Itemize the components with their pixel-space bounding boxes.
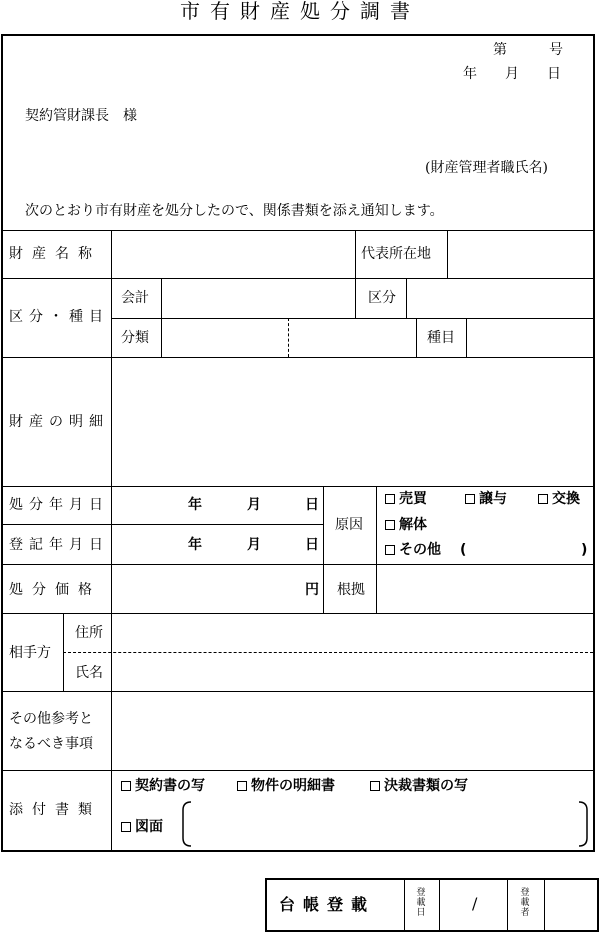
- form-title: 市有財産処分調書: [180, 0, 420, 23]
- disposal-day: 日: [305, 497, 319, 513]
- disposal-month: 月: [247, 497, 261, 513]
- division-label: 区分: [368, 290, 396, 306]
- counterparty-label: 相手方: [9, 645, 51, 661]
- cause-other-paren-close: ): [581, 542, 588, 558]
- cause-other[interactable]: その他: [385, 541, 441, 559]
- registry-divider: [439, 880, 440, 930]
- attachments-label: 添付書類: [9, 802, 101, 818]
- registry-date-label: 登載日: [416, 888, 426, 918]
- row-line: [3, 770, 593, 771]
- row-line: [111, 318, 593, 319]
- column-line: [355, 278, 356, 318]
- column-line: [466, 318, 467, 357]
- attach-property-details[interactable]: 物件の明細書: [237, 777, 335, 795]
- addressee: 契約管財課長 様: [25, 108, 137, 124]
- column-line: [447, 230, 448, 278]
- column-line: [161, 278, 162, 357]
- manager-label: (財産管理者職氏名): [425, 160, 548, 176]
- registry-box: [265, 878, 599, 932]
- checkbox-icon: [121, 781, 131, 791]
- registration-date-label: 登記年月日: [9, 537, 109, 553]
- dashed-column: [288, 318, 289, 357]
- column-line: [111, 230, 112, 850]
- column-line: [63, 613, 64, 691]
- row-line: [3, 524, 323, 525]
- cause-label: 原因: [335, 517, 363, 533]
- row-line: [3, 278, 593, 279]
- column-line: [416, 318, 417, 357]
- cause-transfer[interactable]: 譲与: [465, 490, 507, 508]
- checkbox-icon: [121, 822, 131, 832]
- registry-person-label: 登載者: [520, 888, 530, 918]
- date-label: 年 月 日: [463, 66, 561, 82]
- statement: 次のとおり市有財産を処分したので、関係書類を添え通知します。: [25, 203, 444, 219]
- registry-divider: [404, 880, 405, 930]
- item-type-label: 種目: [427, 330, 455, 346]
- basis-label: 根拠: [337, 582, 365, 598]
- number-label: 第 号: [493, 42, 563, 58]
- registry-divider: [507, 880, 508, 930]
- address-label: 住所: [75, 625, 103, 641]
- registration-year: 年: [188, 537, 202, 553]
- registration-month: 月: [247, 537, 261, 553]
- checkbox-icon: [538, 494, 548, 504]
- cause-other-paren-open: (: [460, 542, 467, 558]
- checkbox-icon: [370, 781, 380, 791]
- rep-location-label: 代表所在地: [361, 246, 431, 262]
- property-name-label: 財産名称: [9, 246, 101, 262]
- name-label: 氏名: [75, 665, 103, 681]
- row-line: [3, 230, 593, 231]
- disposal-year: 年: [188, 497, 202, 513]
- registry-label: 台帳登載: [279, 895, 376, 914]
- row-line: [3, 691, 593, 692]
- row-line: [3, 564, 593, 565]
- registry-divider: [544, 880, 545, 930]
- price-label: 処分価格: [9, 582, 101, 598]
- attach-approval-copy[interactable]: 決裁書類の写: [370, 777, 468, 795]
- form-frame: [1, 34, 595, 852]
- column-line: [376, 486, 377, 613]
- column-line: [406, 278, 407, 318]
- checkbox-icon: [465, 494, 475, 504]
- checkbox-icon: [385, 545, 395, 555]
- attach-contract-copy[interactable]: 契約書の写: [121, 777, 205, 795]
- account-label: 会計: [121, 290, 149, 306]
- column-line: [323, 486, 324, 613]
- cause-exchange[interactable]: 交換: [538, 490, 580, 508]
- checkbox-icon: [237, 781, 247, 791]
- cause-sale[interactable]: 売買: [385, 490, 427, 508]
- row-line: [3, 357, 593, 358]
- checkbox-icon: [385, 494, 395, 504]
- other-notes-line2: なるべき事項: [9, 736, 93, 752]
- other-notes-line1: その他参考と: [9, 711, 93, 727]
- attach-drawing[interactable]: 図面: [121, 818, 163, 836]
- category-label: 区分・種目: [9, 309, 109, 325]
- checkbox-icon: [385, 520, 395, 530]
- yen-label: 円: [305, 582, 319, 598]
- classification-label: 分類: [121, 330, 149, 346]
- details-label: 財産の明細: [9, 414, 109, 430]
- registry-slash: /: [472, 894, 478, 913]
- disposal-date-label: 処分年月日: [9, 497, 109, 513]
- row-line: [3, 486, 593, 487]
- dashed-line: [63, 652, 593, 653]
- column-line: [355, 230, 356, 278]
- row-line: [3, 613, 593, 614]
- drawing-bracket-icon: [179, 800, 591, 848]
- cause-demolition[interactable]: 解体: [385, 516, 427, 534]
- registration-day: 日: [305, 537, 319, 553]
